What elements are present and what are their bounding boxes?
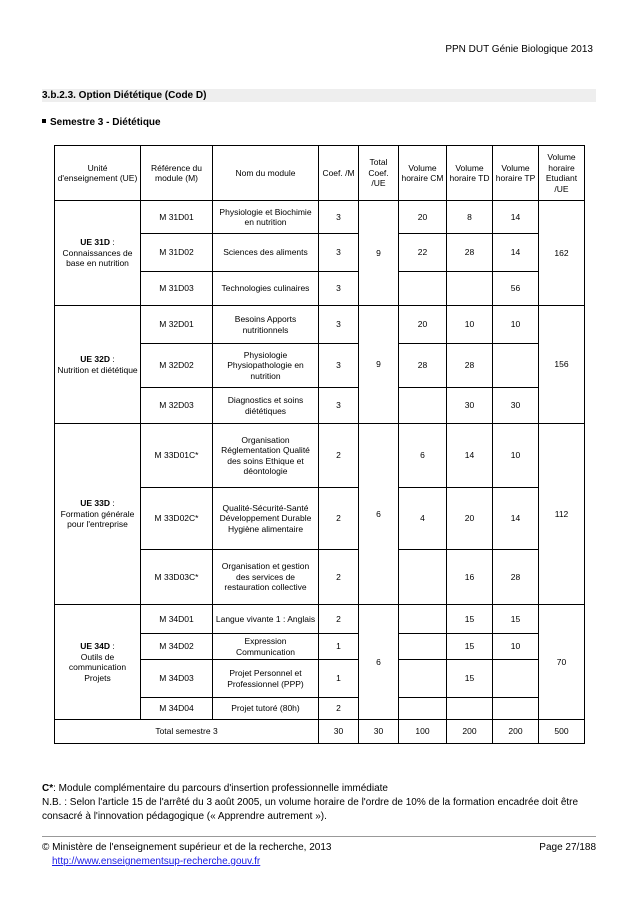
ue-code: UE 32D	[80, 354, 111, 364]
semester-title	[42, 117, 161, 128]
ue-volume: 112	[539, 424, 585, 605]
header-td: Volume horaire TD	[447, 146, 493, 201]
module-ref: M 34D01	[141, 605, 213, 634]
module-name: Sciences des aliments	[213, 234, 319, 272]
module-cm	[399, 660, 447, 698]
total-td: 200	[447, 720, 493, 744]
module-td: 28	[447, 234, 493, 272]
note-c-label: C*	[42, 783, 54, 794]
table-row	[55, 424, 585, 488]
ue-total-coef: 6	[359, 605, 399, 720]
module-name: Diagnostics et soins diététiques	[213, 388, 319, 424]
module-ref: M 34D02	[141, 634, 213, 660]
table-row	[55, 605, 585, 634]
module-td	[447, 272, 493, 306]
module-name: Qualité-Sécurité-Santé Développement Durable Hygiène alimentaire	[213, 488, 319, 550]
header-coef: Coef. /M	[319, 146, 359, 201]
bullet-square-icon	[42, 119, 46, 123]
ue-cell: UE 33D : Formation générale pour l'entreprise	[55, 424, 141, 605]
module-td: 20	[447, 488, 493, 550]
module-coef: 2	[319, 605, 359, 634]
module-td: 15	[447, 634, 493, 660]
module-coef: 3	[319, 388, 359, 424]
module-ref: M 32D02	[141, 344, 213, 388]
header-ref: Référence du module (M)	[141, 146, 213, 201]
module-name: Physiologie et Biochimie en nutrition	[213, 201, 319, 234]
module-cm: 28	[399, 344, 447, 388]
footer	[42, 842, 596, 867]
module-tp: 14	[493, 234, 539, 272]
module-name: Technologies culinaires	[213, 272, 319, 306]
total-volume: 500	[539, 720, 585, 744]
module-cm	[399, 550, 447, 605]
header-total-coef: Total Coef. /UE	[359, 146, 399, 201]
note-c-text: : Module complémentaire du parcours d'insertion professionnelle immédiate	[53, 783, 388, 794]
page-number: Page 27/188	[539, 842, 596, 853]
module-td: 10	[447, 306, 493, 344]
module-ref: M 32D01	[141, 306, 213, 344]
module-tp	[493, 344, 539, 388]
module-ref: M 34D04	[141, 698, 213, 720]
module-cm	[399, 698, 447, 720]
module-td: 8	[447, 201, 493, 234]
module-ref: M 34D03	[141, 660, 213, 698]
module-ref: M 32D03	[141, 388, 213, 424]
module-tp: 10	[493, 634, 539, 660]
ue-volume: 156	[539, 306, 585, 424]
ue-cell: UE 34D : Outils de communication Projets	[55, 605, 141, 720]
header-cm: Volume horaire CM	[399, 146, 447, 201]
ue-code: UE 33D	[80, 498, 111, 509]
footer-divider	[42, 836, 596, 837]
table-row	[55, 201, 585, 234]
module-coef: 2	[319, 424, 359, 488]
table-header-row	[55, 146, 585, 201]
notes	[42, 782, 598, 824]
running-header: PPN DUT Génie Biologique 2013	[445, 44, 593, 55]
module-td: 28	[447, 344, 493, 388]
module-td: 15	[447, 605, 493, 634]
semester-title-text: Semestre 3 - Diététique	[50, 117, 161, 128]
footer-link[interactable]: http://www.enseignementsup-recherche.gouv.fr	[52, 856, 261, 867]
module-coef: 2	[319, 550, 359, 605]
module-coef: 3	[319, 306, 359, 344]
module-tp: 30	[493, 388, 539, 424]
module-ref: M 33D01C*	[141, 424, 213, 488]
module-cm: 22	[399, 234, 447, 272]
module-ref: M 33D03C*	[141, 550, 213, 605]
section-title: 3.b.2.3. Option Diététique (Code D)	[42, 89, 596, 102]
module-td: 30	[447, 388, 493, 424]
total-row	[55, 720, 585, 744]
module-tp: 10	[493, 424, 539, 488]
ue-total-coef: 9	[359, 201, 399, 306]
header-nom: Nom du module	[213, 146, 319, 201]
module-name: Besoins Apports nutritionnels	[213, 306, 319, 344]
module-td: 15	[447, 660, 493, 698]
note-nb: N.B. : Selon l'article 15 de l'arrêté du 3 août 2005, un volume horaire de l'ordre de 10% de la formation encadrée doit être consacré à l'innovation pédagogique (« Apprendre autrement »).	[42, 797, 579, 822]
ue-code: UE 34D	[80, 641, 111, 651]
ue-description: Nutrition et diététique	[57, 364, 138, 375]
ue-volume: 70	[539, 605, 585, 720]
note-complementary	[42, 782, 598, 796]
module-coef: 3	[319, 272, 359, 306]
module-ref: M 31D03	[141, 272, 213, 306]
module-tp	[493, 698, 539, 720]
modules-table	[54, 145, 585, 744]
module-td: 14	[447, 424, 493, 488]
module-cm: 6	[399, 424, 447, 488]
module-cm	[399, 605, 447, 634]
module-name: Organisation Réglementation Qualité des soins Ethique et déontologie	[213, 424, 319, 488]
module-tp	[493, 660, 539, 698]
ue-volume: 162	[539, 201, 585, 306]
module-name: Langue vivante 1 : Anglais	[213, 605, 319, 634]
module-coef: 1	[319, 634, 359, 660]
module-name: Expression Communication	[213, 634, 319, 660]
ue-total-coef: 6	[359, 424, 399, 605]
header-ue: Unité d'enseignement (UE)	[55, 146, 141, 201]
module-tp: 15	[493, 605, 539, 634]
module-ref: M 33D02C*	[141, 488, 213, 550]
module-name: Projet Personnel et Professionnel (PPP)	[213, 660, 319, 698]
module-tp: 10	[493, 306, 539, 344]
module-coef: 3	[319, 234, 359, 272]
total-coef: 30	[319, 720, 359, 744]
module-coef: 2	[319, 488, 359, 550]
module-td: 16	[447, 550, 493, 605]
module-name: Organisation et gestion des services de restauration collective	[213, 550, 319, 605]
module-tp: 14	[493, 488, 539, 550]
header-tp: Volume horaire TP	[493, 146, 539, 201]
total-total-coef: 30	[359, 720, 399, 744]
module-coef: 2	[319, 698, 359, 720]
module-coef: 1	[319, 660, 359, 698]
module-cm: 20	[399, 306, 447, 344]
ue-cell: UE 32D : Nutrition et diététique	[55, 306, 141, 424]
module-coef: 3	[319, 344, 359, 388]
ue-description: Formation générale pour l'entreprise	[60, 508, 135, 530]
module-name: Projet tutoré (80h)	[213, 698, 319, 720]
ue-total-coef: 9	[359, 306, 399, 424]
module-tp: 14	[493, 201, 539, 234]
ue-description: Outils de communication Projets	[68, 651, 127, 683]
module-tp: 56	[493, 272, 539, 306]
module-cm	[399, 388, 447, 424]
footer-copyright: © Ministère de l'enseignement supérieur et de la recherche, 2013	[42, 842, 332, 853]
module-cm	[399, 634, 447, 660]
module-coef: 3	[319, 201, 359, 234]
module-tp: 28	[493, 550, 539, 605]
total-label: Total semestre 3	[55, 720, 319, 744]
module-cm: 4	[399, 488, 447, 550]
total-tp: 200	[493, 720, 539, 744]
module-cm	[399, 272, 447, 306]
module-ref: M 31D02	[141, 234, 213, 272]
module-ref: M 31D01	[141, 201, 213, 234]
ue-description: Connaissances de base en nutrition	[62, 247, 133, 269]
ue-code: UE 31D	[80, 237, 111, 248]
table-row	[55, 306, 585, 344]
module-td	[447, 698, 493, 720]
module-name: Physiologie Physiopathologie en nutrition	[213, 344, 319, 388]
total-cm: 100	[399, 720, 447, 744]
ue-cell: UE 31D : Connaissances de base en nutrition	[55, 201, 141, 306]
module-cm: 20	[399, 201, 447, 234]
header-volume: Volume horaire Etudiant /UE	[539, 146, 585, 201]
